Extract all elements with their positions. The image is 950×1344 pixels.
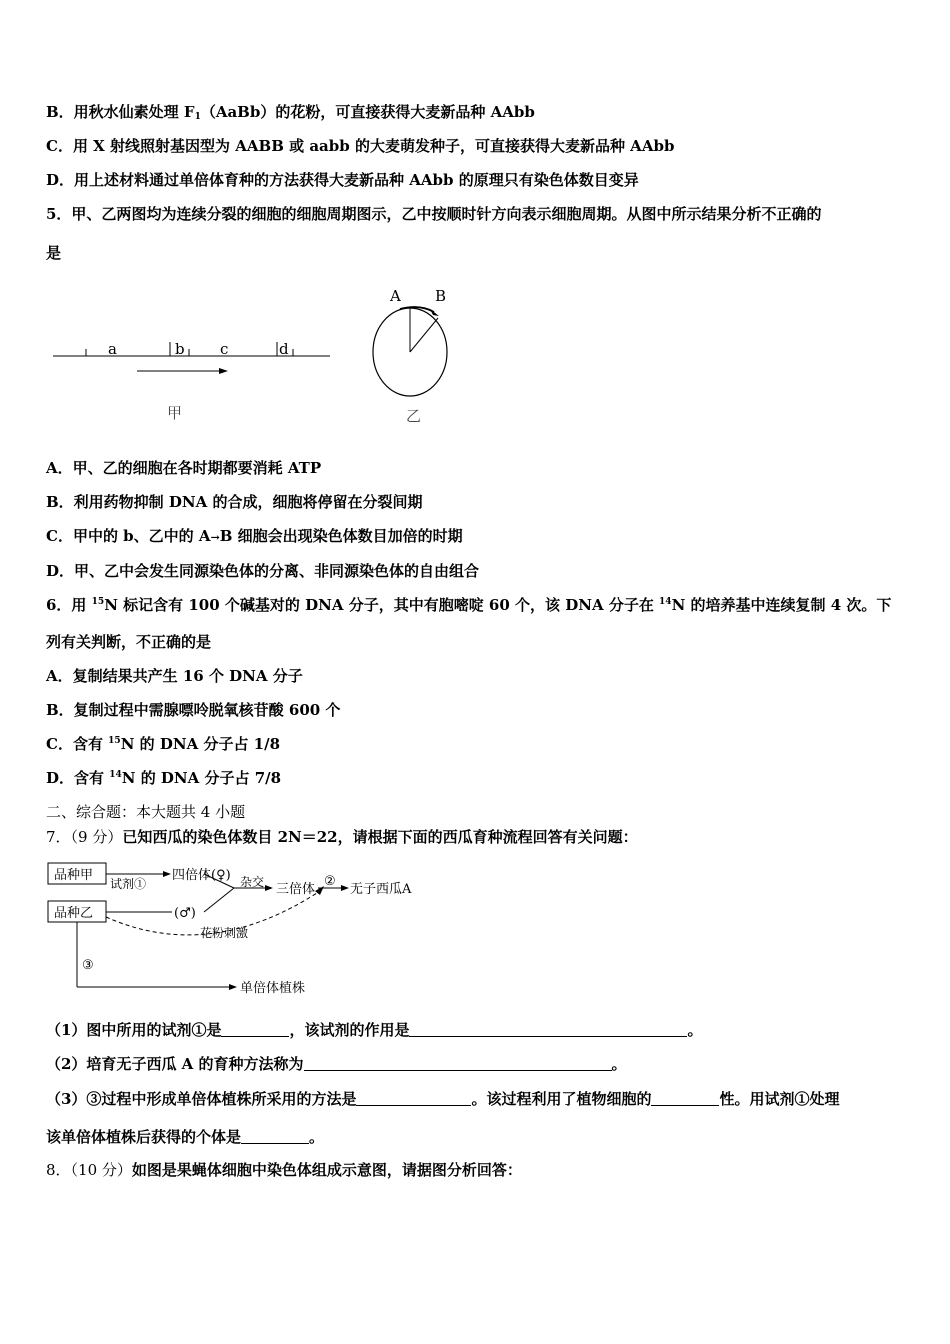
q6-option-d: D．含有 $^{14}$N 的 DNA 分子占 7/8 bbox=[46, 769, 282, 787]
q5-option-c: C．甲中的 b、乙中的 A→B 细胞会出现染色体数目加倍的时期 bbox=[46, 527, 463, 545]
variety-b-box: 品种乙 bbox=[54, 906, 94, 921]
reagent-label: 试剂① bbox=[110, 877, 147, 891]
haploid-plant-label: 单倍体植株 bbox=[240, 981, 306, 996]
figure-caption-yi: 乙 bbox=[406, 407, 422, 425]
arrow-symbol: → bbox=[210, 531, 220, 544]
q5-option-b: B．利用药物抑制 DNA 的合成，细胞将停留在分裂间期 bbox=[46, 493, 423, 511]
answer-blank[interactable] bbox=[651, 1090, 719, 1106]
circle-label-a: A bbox=[390, 287, 401, 305]
step2-label: ② bbox=[324, 874, 336, 889]
q8-stem: 8．（10 分）如图是果蝇体细胞中染色体组成示意图，请据图分析回答： bbox=[46, 1161, 522, 1179]
cross-label: 杂交 bbox=[240, 875, 265, 889]
q5-figure bbox=[40, 280, 480, 440]
tetraploid-label: 四倍体(♀) bbox=[172, 868, 231, 883]
q7-stem: 7．（9 分）已知西瓜的染色体数目 2N＝22，请根据下面的西瓜育种流程回答有关问题： bbox=[46, 828, 638, 846]
answer-blank[interactable] bbox=[304, 1055, 612, 1071]
answer-blank[interactable] bbox=[356, 1090, 471, 1106]
q4-option-c: C．用 X 射线照射基因型为 AABB 或 aabb 的大麦萌发种子，可直接获得大麦新品种 AAbb bbox=[46, 137, 675, 155]
q5-stem-cont: 是 bbox=[46, 244, 62, 262]
answer-blank[interactable] bbox=[221, 1021, 289, 1037]
seedless-watermelon-label: 无子西瓜A bbox=[350, 882, 412, 897]
segment-label-c: c bbox=[220, 340, 229, 358]
q6-stem: 6．用 $^{15}$N 标记含有 100 个碱基对的 DNA 分子，其中有胞嘧啶 60 个，该 DNA 分子在 $^{14}$N 的培养基中连续复制 4 次。下 bbox=[46, 596, 892, 614]
section-title: 二、综合题：本大题共 4 小题 bbox=[46, 803, 246, 821]
figure-caption-jia: 甲 bbox=[167, 404, 183, 422]
cell-cycle-line-diagram bbox=[53, 340, 330, 422]
male-label: (♂) bbox=[174, 906, 196, 921]
q6-option-a: A．复制结果共产生 16 个 DNA 分子 bbox=[46, 667, 303, 685]
q7-part3: （3）③过程中形成单倍体植株所采用的方法是 。该过程利用了植物细胞的 性。用试剂①处理 bbox=[46, 1090, 840, 1108]
q7-part2: （2）培育无子西瓜 A 的育种方法称为 。 bbox=[46, 1055, 627, 1073]
q4-option-d: D．用上述材料通过单倍体育种的方法获得大麦新品种 AAbb 的原理只有染色体数目变异 bbox=[46, 171, 639, 189]
q4-option-b: B．用秋水仙素处理 $F_1(AaBb)$的花粉，可直接获得大麦新品种 AAbb bbox=[46, 103, 535, 122]
q6-stem-cont: 列有关判断，不正确的是 bbox=[46, 633, 212, 651]
q7-part1: （1）图中所用的试剂①是 ，该试剂的作用是 。 bbox=[46, 1021, 703, 1039]
q7-part3-cont: 该单倍体植株后获得的个体是 。 bbox=[46, 1128, 325, 1146]
pollen-stimulus-label: 花粉刺激 bbox=[200, 926, 249, 940]
q5-stem: 5．甲、乙两图均为连续分裂的细胞的细胞周期图示，乙中按顺时针方向表示细胞周期。从图中所示结果分析不正确的 bbox=[46, 205, 822, 223]
circle-label-b: B bbox=[435, 287, 447, 305]
q5-option-d: D．甲、乙中会发生同源染色体的分离、非同源染色体的自由组合 bbox=[46, 562, 480, 580]
segment-label-b: b bbox=[175, 340, 185, 358]
q7-breeding-diagram bbox=[40, 855, 480, 1005]
segment-label-a: a bbox=[108, 340, 117, 358]
q6-option-b: B．复制过程中需腺嘌呤脱氧核苷酸 600 个 bbox=[46, 701, 341, 719]
step3-label: ③ bbox=[82, 958, 94, 973]
segment-label-d: d bbox=[279, 340, 289, 358]
answer-blank[interactable] bbox=[409, 1021, 687, 1037]
q5-option-a: A．甲、乙的细胞在各时期都要消耗 ATP bbox=[46, 459, 322, 477]
q6-option-c: C．含有 $^{15}$N 的 DNA 分子占 1/8 bbox=[46, 735, 281, 753]
triploid-label: 三倍体 bbox=[276, 882, 316, 897]
variety-a-box: 品种甲 bbox=[54, 868, 94, 883]
answer-blank[interactable] bbox=[241, 1128, 309, 1144]
cell-cycle-circle-diagram bbox=[373, 287, 447, 425]
